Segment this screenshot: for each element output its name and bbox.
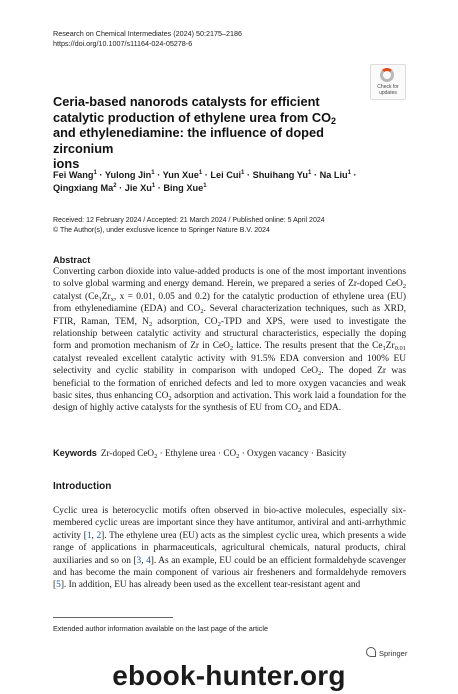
- author[interactable]: Yulong Jin$^1$: [104, 170, 155, 180]
- article-title: Ceria-based nanorods catalysts for efficient catalytic production of ethylene urea from $CO_2$ and ethylenediamine: the influence of doped zirconium ions: [53, 94, 337, 171]
- citation-link[interactable]: 2: [96, 530, 102, 541]
- author[interactable]: Na Liu$^1$: [319, 170, 351, 180]
- abstract-heading: Abstract: [53, 255, 91, 265]
- badge-line-1: Check for: [377, 84, 399, 90]
- footnote-divider: [53, 617, 173, 618]
- citation-link[interactable]: 5: [56, 580, 61, 591]
- author[interactable]: Lei Cui$^1$: [210, 170, 245, 180]
- author[interactable]: Jie Xu$^1$: [124, 183, 156, 193]
- citation-link[interactable]: 4: [146, 555, 151, 566]
- author[interactable]: Bing Xue$^1$: [163, 183, 207, 193]
- citation-link[interactable]: 3: [136, 555, 142, 566]
- update-ring-icon: [380, 68, 394, 82]
- author[interactable]: Shuihang Yu$^1$: [252, 170, 312, 180]
- keywords-line: Keywords Zr-doped CeO$_2$ · Ethylene urea · $CO_2$ · Oxygen vacancy · Basicity: [53, 448, 347, 460]
- publication-history: [53, 216, 325, 235]
- history-dates: Received: 12 February 2024 / Accepted: 21 March 2024 / Published online: 5 April 2024: [53, 217, 325, 224]
- doi-link[interactable]: https://doi.org/10.1007/s11164-024-05278-6: [53, 39, 193, 48]
- footnote: Extended author information available on the last page of the article: [53, 624, 268, 633]
- author-list: Fei Wang$^1$ · Yulong Jin$^1$ · Yun Xue$^1$ · Lei Cui$^1$ · Shuihang $Yu^1 \cdot Na$ Liu$^1$ · Qingxiang $Ma^2$ · Jie $Xu^1$ · Bing Xue$^1$: [53, 170, 357, 193]
- journal-citation: Research on Chemical Intermediates (2024) 50:2175–2186: [53, 29, 242, 38]
- author[interactable]: Fei Wang$^1$: [53, 170, 97, 180]
- author[interactable]: Qingxiang Ma$^2$: [53, 183, 117, 193]
- citation-link[interactable]: 1: [86, 530, 92, 541]
- introduction-heading: Introduction: [53, 481, 112, 492]
- springer-horse-icon: [366, 647, 376, 657]
- author[interactable]: Yun Xue$^1$: [162, 170, 203, 180]
- copyright-notice: © The Author(s), under exclusive licence to Springer Nature B.V. 2024: [53, 226, 270, 234]
- watermark: ebook-hunter.org: [112, 660, 346, 691]
- abstract-text: Converting carbon dioxide into value-added products is one of the most important inventions to solve global warming and energy demand. Herein, we prepared a series of Zr-doped CeO$_2$ catalyst ($Ce_1Zr_x$, x = 0.01, 0.05 and 0.2) for the catalytic production of ethylene urea (EU) from ethylenediamine (EDA) and $CO_2$. Several characterization techniques, such as XRD, FTIR, Raman, TEM, $N_2$ adsorption, $CO_2$-TPD and XPS, were used to investigate the relationship between catalytic activity and structural characteristics, especially the doping form and promotion mechanism of Zr in CeO$_2$ lattice. The results present that the $Ce_1Zr_{0.01}$ catalyst revealed excellent catalytic activity with 91.5% EDA conversion and 100% EU selectivity and cyclic stability in comparison with undoped CeO$_2$. The doped Zr was beneficial to the formation of enriched defects and led to more oxygen vacancies and weak basic sites, thus enhancing $CO_2$ adsorption and activation. This work laid a foundation for the design of highly active catalysts for the synthesis of EU from $CO_2$ and EDA.: [53, 267, 407, 415]
- introduction-text: Cyclic urea is heterocyclic motifs often observed in bio-active molecules, especially six-membered cyclic ureas are important since they have antitumor, antiviral and anti-arrhythmic activity [1, 2]. The ethylene urea (EU) acts as the simplest cyclic urea, which presents a wide range of applications in pharmaceuticals, agricultural chemicals, natural products, chiral auxiliaries and so on [3, 4]. As an example, EU could be an efficient formaldehyde scavenger and has become the main component of various air fresheners and formaldehyde removers [5]. In addition, EU has already been used as the excellent tear-resistant agent and: [53, 506, 406, 591]
- springer-logo: Springer: [366, 647, 407, 658]
- check-for-updates-badge[interactable]: [370, 64, 406, 100]
- badge-line-2: updates: [379, 89, 397, 96]
- keywords-label: Keywords: [53, 448, 97, 458]
